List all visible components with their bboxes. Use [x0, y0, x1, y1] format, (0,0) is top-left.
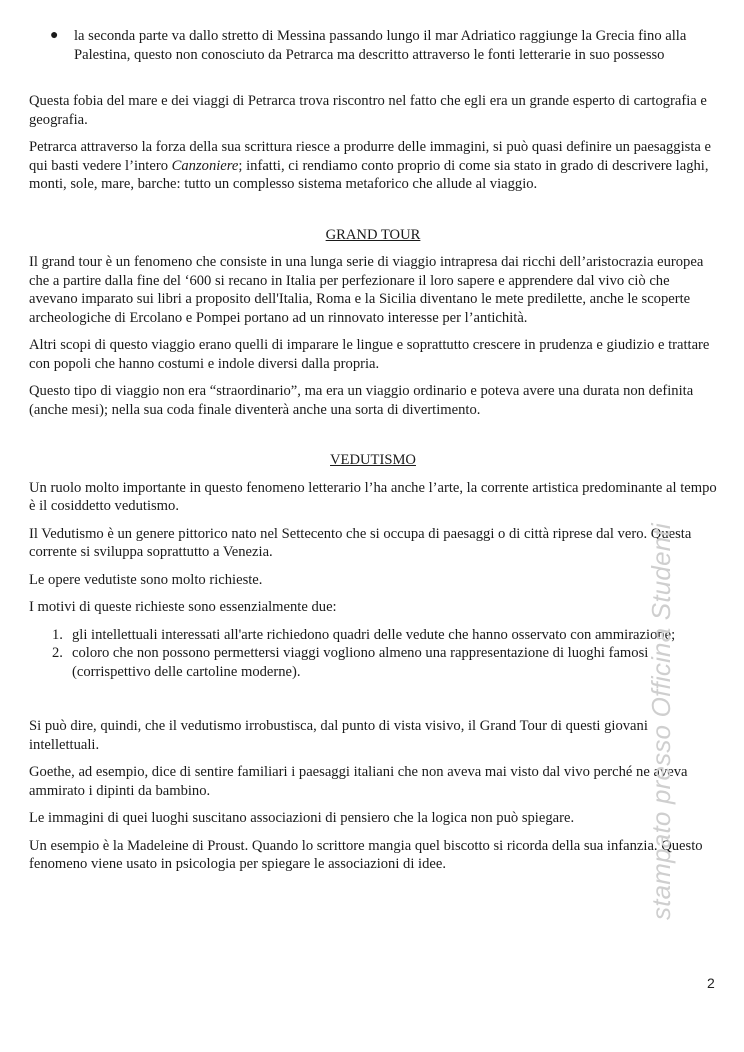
closing-paragraph: Un esempio è la Madeleine di Proust. Quando lo scrittore mangia quel biscotto si ricorda della sua infanzia. Questo fenomeno viene usato in psicologia per spiegare le associazioni di idee. — [29, 837, 703, 872]
numbered-list — [29, 626, 717, 682]
bullet-text: la seconda parte va dallo stretto di Messina passando lungo il mar Adriatico raggiunge la Grecia fino alla Palestina, questo non conosciuto da Petrarca ma descritto attraverso le fonti letterarie in suo possesso — [74, 28, 687, 63]
watermark-text: stampato presso Officina Studenti — [646, 523, 676, 920]
intro-paragraph: Questa fobia del mare e dei viaggi di Petrarca trova riscontro nel fatto che egli era un grande esperto di cartografia e geografia. — [29, 93, 707, 128]
bullet-dot-icon: ● — [50, 28, 59, 43]
vedutismo-paragraph: Le opere vedutiste sono molto richieste. — [29, 571, 263, 588]
petrarca-text-before: Petrarca attraverso la forza della sua scrittura riesce a produrre delle immagini, si può quasi definire un paesaggista e qui basti vedere l’intero — [29, 139, 711, 174]
spacer — [29, 681, 717, 717]
section-heading-grand-tour: GRAND TOUR — [325, 226, 421, 243]
spacer — [29, 64, 717, 92]
list-item — [29, 644, 717, 681]
grand-tour-paragraph: Altri scopi di questo viaggio erano quelli di imparare le lingue e soprattutto crescere in prudenza e giudizio e trattare con popoli che hanno costumi e indole diversi dalla propria. — [29, 337, 710, 372]
spacer — [29, 203, 717, 226]
bullet-item — [29, 27, 717, 64]
vedutismo-paragraph: Il Vedutismo è un genere pittorico nato nel Settecento che si occupa di paesaggi o di città riprese dal vero. Questa corrente si sviluppa soprattutto a Venezia. — [29, 525, 692, 560]
list-number: 2. — [52, 645, 63, 661]
page-number: 2 — [707, 975, 715, 991]
grand-tour-paragraph: Il grand tour è un fenomeno che consiste in una lunga serie di viaggio intrapresa dai ricchi dell’aristocrazia europea che a partire dalla fine del ‘600 si recano in Italia per perfezionare il loro sapere e apprendere dal vivo ciò che avevano imparato sui libri a proposito dell'Italia, Roma e la Sicilia diventano le mete predilette, anche le scoperte archeologiche di Ercolano e Pompei portano ad un rinnovato interesse per l’antichità. — [29, 254, 704, 326]
list-item-text: coloro che non possono permettersi viaggi vogliono almeno una rappresentazione di luoghi famosi (corrispettivo delle cartoline moderne). — [72, 645, 649, 680]
list-item — [29, 626, 717, 645]
vedutismo-paragraph: Un ruolo molto importante in questo fenomeno letterario l’ha anche l’arte, la corrente artistica predominante al tempo è il cosiddetto vedutismo. — [29, 479, 717, 514]
grand-tour-paragraph: Questo tipo di viaggio non era “straordinario”, ma era un viaggio ordinario e poteva avere una durata non definita (anche mesi); nella sua coda finale diventerà anche una sorta di divertimento. — [29, 383, 694, 418]
section-heading-vedutismo: VEDUTISMO — [330, 452, 416, 468]
list-item-text: gli intellettuali interessati all'arte richiedono quadri delle vedute che hanno osservato con ammirazione; — [72, 626, 676, 643]
canzoniere-title: Canzoniere — [171, 157, 239, 174]
closing-paragraph: Le immagini di quei luoghi suscitano associazioni di pensiero che la logica non può spiegare. — [29, 810, 575, 826]
bullet-list — [29, 27, 717, 64]
list-number: 1. — [52, 626, 63, 643]
petrarca-text-after: ; infatti, ci rendiamo conto proprio di come sia stato in grado di descrivere laghi, monti, sole, mare, barche: tutto un complesso sistema metaforico che allude al viaggio. — [29, 157, 709, 192]
closing-paragraph: Goethe, ad esempio, dice di sentire familiari i paesaggi italiani che non aveva mai visto dal vivo perché ne aveva ammirato i dipinti da bambino. — [29, 764, 688, 799]
closing-paragraph: Si può dire, quindi, che il vedutismo irrobustisca, dal punto di vista visivo, il Grand Tour di questi giovani intellettuali. — [29, 718, 648, 753]
vedutismo-paragraph: I motivi di queste richieste sono essenzialmente due: — [29, 599, 337, 615]
spacer — [29, 428, 717, 451]
petrarca-paragraph — [29, 138, 717, 194]
page-content — [29, 27, 717, 883]
